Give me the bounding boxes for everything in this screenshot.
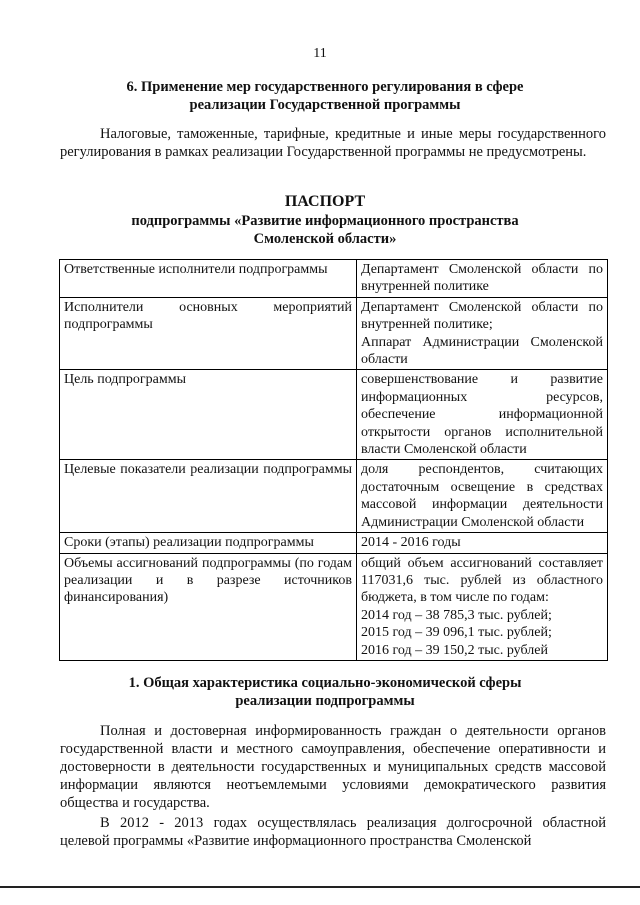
row-label: Объемы ассигнований подпрограммы (по годам реализации и в разрезе источников финансирования) [60,553,357,660]
section6-heading-line1: 6. Применение мер государственного регулирования в сфере [126,79,524,95]
section1-paragraph2: В 2012 - 2013 годах осуществлялась реализация долгосрочной областной целевой программы «Развитие информационного пространства Смоленской [60,815,606,849]
row-value-line: общий объем ассигнований составляет 117031,6 тыс. рублей из областного бюджета, в том числе по годам: [361,555,603,606]
row-value-line: доля респондентов, считающих достаточным освещение в средствах массовой информации деятельности Администрации Смоленской области [361,462,603,530]
row-value [357,533,608,553]
row-value-line: 2014 год – 38 785,3 тыс. рублей; [361,607,552,623]
row-label: Целевые показатели реализации подпрограммы [60,460,357,533]
section1-paragraph1: Полная и достоверная информированность граждан о деятельности органов государственной власти и местного самоуправления, обеспечение оперативности и достоверности в деятельности государственных и муниципальных средств массовой информации являются неотъемлемыми условиями демократического развития общества и государства. [60,723,606,811]
passport-row-executors [60,297,608,370]
page-bottom-rule [0,886,640,888]
section6-heading-line2: реализации Государственной программы [189,97,461,113]
section6-text-block [60,125,606,161]
row-value [357,553,608,660]
row-value-line: 2016 год – 39 150,2 тыс. рублей [361,642,548,658]
passport-row-goal [60,370,608,460]
section1-body [60,722,606,850]
section1-heading-line2: реализации подпрограммы [235,693,415,709]
row-value [357,460,608,533]
section6-text: Налоговые, таможенные, тарифные, кредитные и иные меры государственного регулирования в рамках реализации Государственной программы не предусмотрены. [60,126,606,160]
passport-row-responsible [60,260,608,298]
passport-table [59,259,608,661]
passport-subtitle-line2: Смоленской области» [253,231,397,247]
page-number: 11 [313,46,327,61]
passport-row-indicators [60,460,608,533]
row-value-line: 2014 - 2016 годы [361,535,461,551]
passport-subtitle-line1: подпрограммы «Развитие информационного пространства [131,213,519,229]
section6-heading [60,78,590,114]
passport-title: ПАСПОРТ [284,193,366,210]
row-value-line: 2015 год – 39 096,1 тыс. рублей; [361,625,552,641]
row-value-line: Аппарат Администрации Смоленской области [361,334,603,368]
row-label: Ответственные исполнители подпрограммы [60,260,357,298]
row-value-line: Департамент Смоленской области по внутренней политике [361,262,603,295]
row-value [357,370,608,460]
row-label: Цель подпрограммы [60,370,357,460]
section1-heading-line1: 1. Общая характеристика социально-экономической сферы [128,675,522,691]
passport-row-terms [60,533,608,553]
passport-subtitle [60,212,590,248]
row-value-line: совершенствование и развитие информационных ресурсов, обеспечение информационной открытости органов исполнительной власти Смоленской области [361,372,603,458]
section1-heading [60,674,590,710]
row-value-line: Департамент Смоленской области по внутренней политике; [361,299,603,333]
row-value [357,297,608,370]
row-value [357,260,608,298]
passport-row-funding [60,553,608,660]
row-label: Сроки (этапы) реализации подпрограммы [60,533,357,553]
row-label: Исполнители основных мероприятий подпрограммы [60,297,357,370]
